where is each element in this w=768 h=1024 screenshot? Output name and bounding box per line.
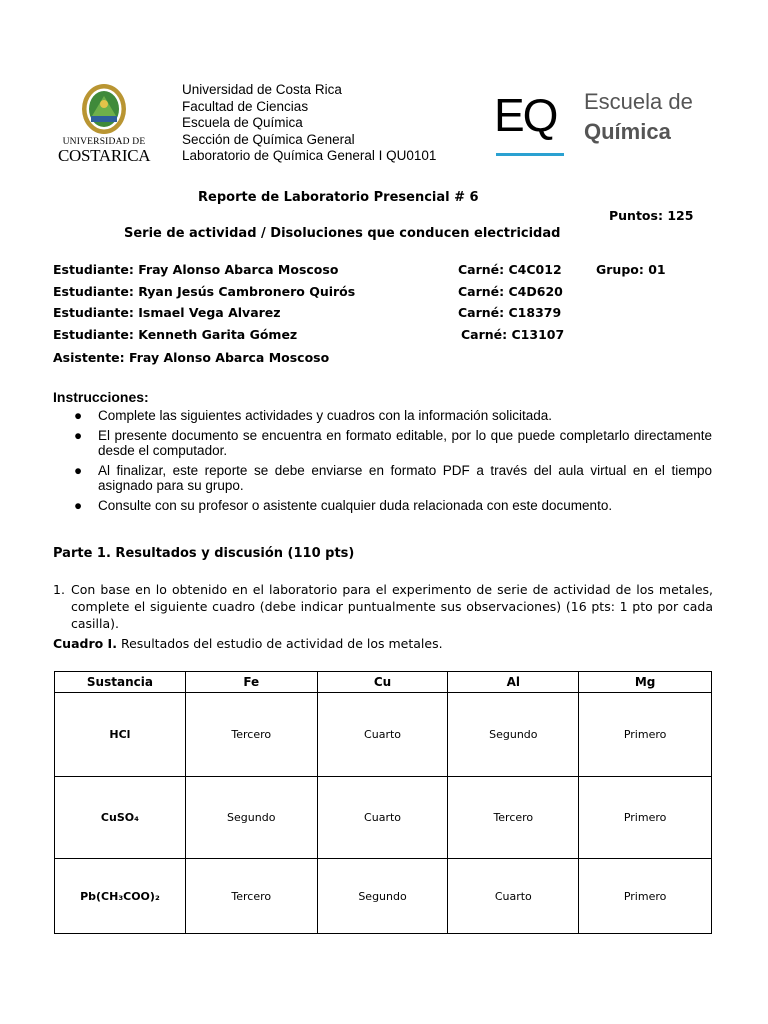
table-header: Cu (317, 672, 448, 693)
table-cell-substance: CuSO₄ (55, 777, 186, 859)
results-table (54, 671, 712, 934)
ucr-logo (58, 82, 150, 168)
table-cell: Primero (579, 777, 712, 859)
institution-line: Escuela de Química (182, 115, 303, 131)
report-subtitle: Serie de actividad / Disoluciones que conducen electricidad (124, 226, 561, 241)
caption-label: Cuadro I. (53, 636, 117, 651)
student-name: Estudiante: Ryan Jesús Cambronero Quirós (53, 284, 356, 299)
ucr-logo-line1: UNIVERSIDAD DE (62, 137, 146, 147)
table-cell: Primero (579, 693, 712, 777)
instructions-list (72, 408, 712, 518)
table-row (55, 859, 712, 934)
instruction-text: Complete las siguientes actividades y cuadros con la información solicitada. (98, 408, 552, 423)
instruction-item (72, 498, 712, 514)
ucr-logo-line2: COSTARICA (58, 146, 151, 165)
table-cell-substance: HCl (55, 693, 186, 777)
table-row (55, 777, 712, 859)
table-header: Mg (579, 672, 712, 693)
student-carne: Carné: C13107 (461, 327, 565, 342)
table-cell: Tercero (185, 859, 317, 934)
table-header: Al (448, 672, 579, 693)
question-number: 1. (53, 582, 65, 597)
instruction-text: Consulte con su profesor o asistente cualquier duda relacionada con este documento. (98, 497, 613, 513)
eq-logo-line1: Escuela de (584, 89, 693, 114)
student-carne: Carné: C4D620 (458, 284, 563, 299)
assistant-name: Asistente: Fray Alonso Abarca Moscoso (53, 350, 330, 365)
table-cell: Cuarto (317, 777, 448, 859)
eq-logo-underline (496, 153, 564, 156)
bullet-icon: ● (74, 408, 83, 423)
report-points: Puntos: 125 (609, 208, 694, 223)
table-header: Sustancia (55, 672, 186, 693)
table-cell-substance: Pb(CH₃COO)₂ (55, 859, 186, 934)
institution-block (182, 82, 436, 165)
student-name: Estudiante: Fray Alonso Abarca Moscoso (53, 262, 339, 277)
table-cell: Cuarto (317, 693, 448, 777)
institution-line: Sección de Química General (182, 131, 355, 147)
student-name: Estudiante: Kenneth Garita Gómez (53, 327, 298, 342)
ucr-seal-icon (80, 82, 128, 136)
instruction-text: Al finalizar, este reporte se debe enviarse en formato PDF a través del aula virtual en el tiempo asignado para su grupo. (98, 462, 712, 494)
institution-line: Facultad de Ciencias (182, 98, 309, 114)
table-cell: Primero (579, 859, 712, 934)
table-cell: Cuarto (448, 859, 579, 934)
instruction-item (72, 428, 712, 459)
student-carne: Carné: C4C012 (458, 262, 562, 277)
institution-line: Laboratorio de Química General I QU0101 (182, 148, 437, 164)
table-header-row (55, 672, 712, 693)
table-cell: Segundo (317, 859, 448, 934)
eq-logo-line2: Química (584, 119, 671, 144)
table-cell: Tercero (185, 693, 317, 777)
institution-line: Universidad de Costa Rica (182, 82, 342, 97)
question-1 (53, 581, 713, 632)
table-header: Fe (185, 672, 317, 693)
table-row (55, 693, 712, 777)
table-cell: Segundo (448, 693, 579, 777)
table-caption (53, 636, 443, 651)
bullet-icon: ● (74, 497, 83, 513)
group-label: Grupo: 01 (596, 262, 666, 277)
instruction-item (72, 463, 712, 494)
question-text: Con base en lo obtenido en el laboratorio para el experimento de serie de actividad de los metales, complete el siguiente cuadro (debe indicar puntualmente sus observaciones) (16 pts: 1 pto por cada casilla). (71, 582, 713, 631)
eq-logo (492, 86, 702, 160)
table-cell: Tercero (448, 777, 579, 859)
bullet-icon: ● (74, 427, 83, 443)
bullet-icon: ● (74, 462, 83, 478)
parte1-heading: Parte 1. Resultados y discusión (110 pts) (53, 546, 355, 561)
instruction-item (72, 408, 712, 424)
report-title: Reporte de Laboratorio Presencial # 6 (198, 190, 479, 205)
instructions-heading: Instrucciones: (53, 389, 149, 405)
table-cell: Segundo (185, 777, 317, 859)
caption-text: Resultados del estudio de actividad de los metales. (116, 636, 443, 651)
eq-logo-mark: EQ (494, 89, 557, 141)
student-carne: Carné: C18379 (458, 305, 562, 320)
instruction-text: El presente documento se encuentra en formato editable, por lo que puede completarlo directamente desde el computador. (98, 427, 712, 459)
student-name: Estudiante: Ismael Vega Alvarez (53, 305, 281, 320)
